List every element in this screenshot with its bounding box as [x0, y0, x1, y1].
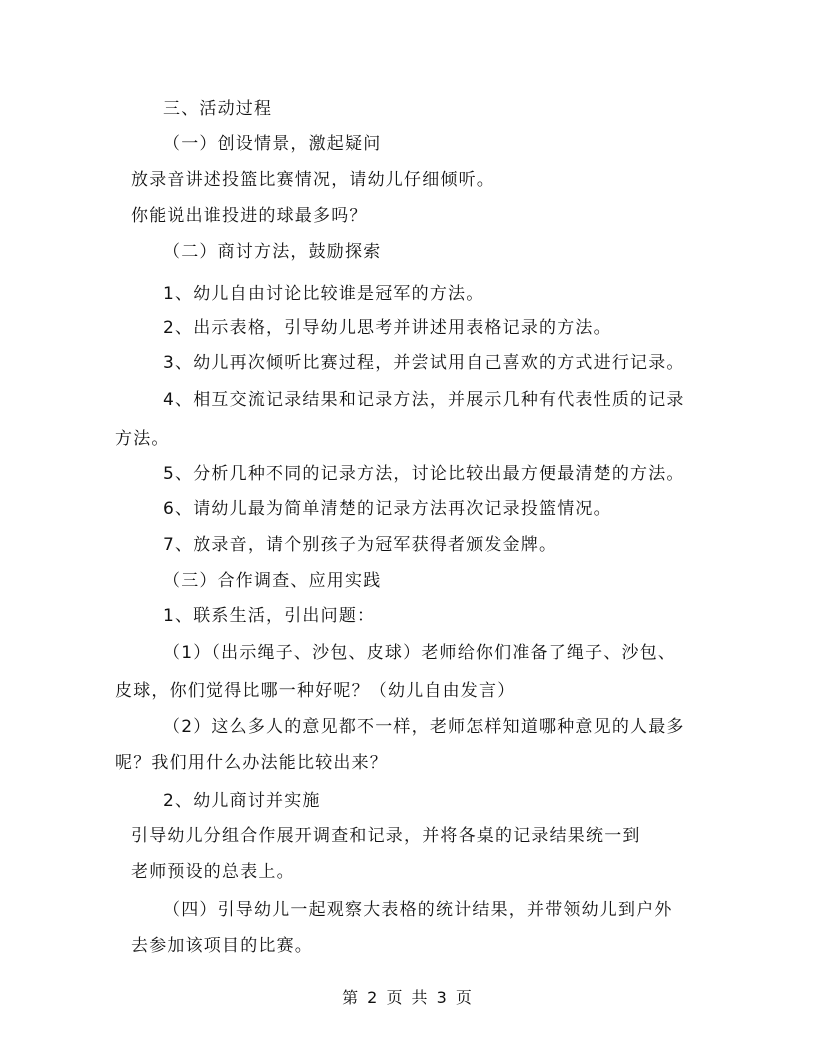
subsection-heading-2: （二）商讨方法，鼓励探索: [163, 242, 382, 262]
list-item: 7、放录音，请个别孩子为冠军获得者颁发金牌。: [163, 535, 558, 555]
list-item: 4、相互交流记录结果和记录方法，并展示几种有代表性质的记录: [163, 390, 685, 410]
list-item: 2、幼儿商讨并实施: [163, 791, 321, 811]
list-item: 2、出示表格，引导幼儿思考并讲述用表格记录的方法。: [163, 318, 612, 338]
paragraph-line: 引导幼儿分组合作展开调查和记录，并将各桌的记录结果统一到: [131, 826, 641, 846]
list-item: 1、幼儿自由讨论比较谁是冠军的方法。: [163, 284, 485, 304]
section-heading-activity-process: 三、活动过程: [163, 99, 273, 119]
subsection-heading-1: （一）创设情景，激起疑问: [163, 134, 382, 154]
list-item-continuation: 皮球，你们觉得比哪一种好呢？（幼儿自由发言）: [115, 681, 516, 701]
list-item: 6、请幼儿最为简单清楚的记录方法再次记录投篮情况。: [163, 499, 612, 519]
list-item-continuation: 呢？我们用什么办法能比较出来？: [115, 753, 388, 773]
paragraph-line: 老师预设的总表上。: [131, 862, 295, 882]
list-item: 3、幼儿再次倾听比赛过程，并尝试用自己喜欢的方式进行记录。: [163, 353, 685, 373]
list-item: （1）（出示绳子、沙包、皮球）老师给你们准备了绳子、沙包、: [163, 643, 677, 663]
list-item-continuation: 方法。: [115, 429, 170, 449]
list-item: 5、分析几种不同的记录方法，讨论比较出最方便最清楚的方法。: [163, 464, 685, 484]
page-footer: 第 2 页 共 3 页: [342, 988, 474, 1007]
paragraph-line: 放录音讲述投篮比赛情况，请幼儿仔细倾听。: [131, 170, 495, 190]
paragraph-line: 你能说出谁投进的球最多吗？: [131, 206, 368, 226]
paragraph-line: 去参加该项目的比赛。: [131, 936, 313, 956]
list-item: （2）这么多人的意见都不一样，老师怎样知道哪种意见的人最多: [163, 717, 685, 737]
subsection-heading-4: （四）引导幼儿一起观察大表格的统计结果，并带领幼儿到户外: [163, 900, 673, 920]
list-item: 1、联系生活，引出问题：: [163, 606, 376, 626]
subsection-heading-3: （三）合作调查、应用实践: [163, 571, 382, 591]
